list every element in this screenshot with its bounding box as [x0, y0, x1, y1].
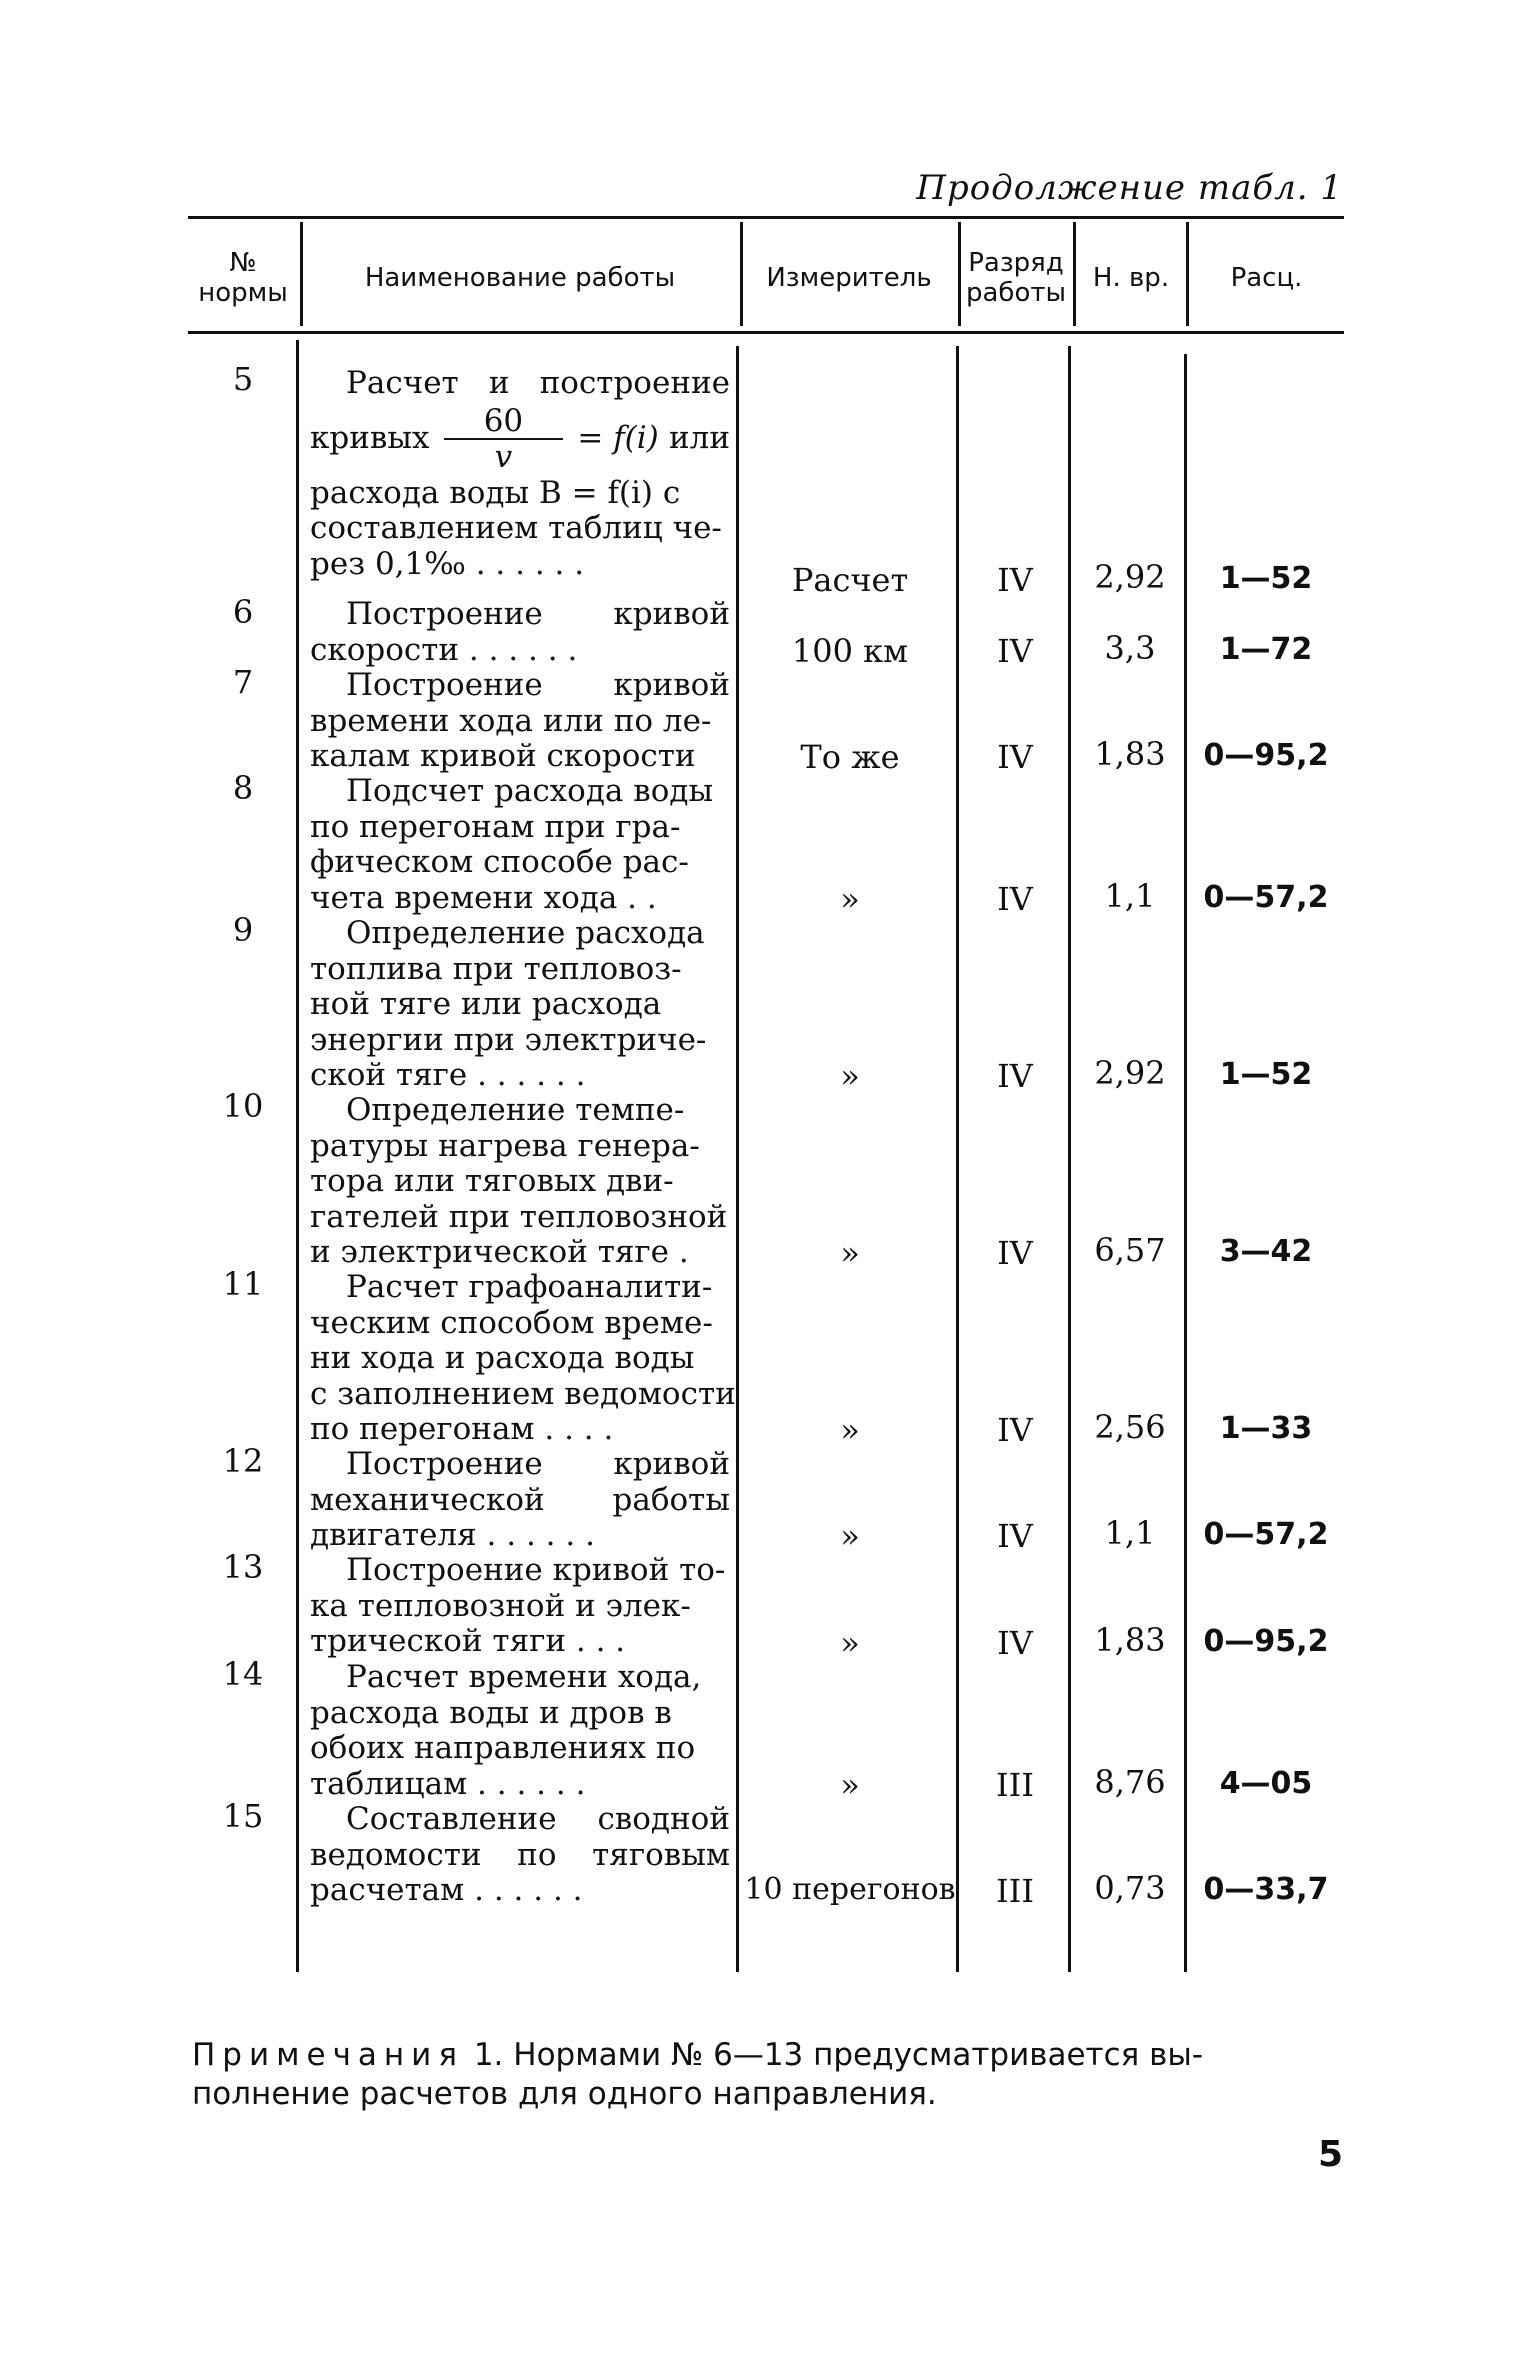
desc-line: трической тяги . . .: [310, 1623, 626, 1659]
desc-line: скорости . . . . . .: [310, 631, 578, 668]
desc-line: составлением таблиц че-: [310, 510, 722, 546]
column-divider: [736, 346, 739, 1972]
row-unit: »: [840, 1624, 860, 1662]
row-grade: IV: [997, 1517, 1033, 1555]
desc-line: гателей при тепловозной: [310, 1198, 728, 1235]
desc-line: калам кривой скорости: [310, 738, 696, 774]
row-hours: 1,83: [1094, 735, 1166, 773]
row-hours: 2,92: [1094, 558, 1166, 596]
desc-line: ческим способом време-: [310, 1304, 713, 1341]
row-pay: 3—42: [1219, 1234, 1313, 1269]
desc-line: по перегонам . . . .: [310, 1411, 614, 1447]
desc-word: Построение: [346, 667, 543, 703]
desc-word: кривой: [613, 596, 730, 632]
desc-word: сводной: [597, 1801, 730, 1837]
row-pay: 1—72: [1219, 632, 1313, 667]
header-grade-l1: Разряд: [968, 248, 1064, 278]
row-unit: 10 перегонов: [744, 1872, 956, 1907]
table-caption: Продолжение табл. 1: [916, 168, 1343, 208]
desc-word: и: [488, 365, 510, 401]
row-pay: 0—57,2: [1203, 880, 1329, 915]
header-grade-l2: работы: [965, 278, 1067, 308]
desc-line: таблицам . . . . . .: [310, 1765, 586, 1802]
desc-line: расхода воды B = f(i) с: [310, 474, 681, 511]
desc-line: рез 0,1‰ . . . . . .: [310, 545, 585, 582]
row-5-description: [310, 366, 730, 582]
row-grade: III: [996, 1766, 1034, 1804]
desc-word: или: [668, 419, 730, 456]
row-number: 6: [232, 593, 254, 631]
desc-line: тора или тяговых дви-: [310, 1163, 674, 1199]
row-number: 15: [222, 1797, 264, 1835]
desc-word: ведомости: [310, 1836, 482, 1873]
desc-line: Определение темпе-: [346, 1092, 685, 1128]
desc-line: и электрической тяге .: [310, 1234, 689, 1270]
row-unit: »: [840, 880, 860, 918]
row-pay: 0—95,2: [1203, 1624, 1329, 1659]
desc-line: Расчет времени хода,: [346, 1659, 702, 1695]
header-unit-label: Измеритель: [766, 263, 932, 293]
header-hours-label: Н. вр.: [1092, 263, 1170, 293]
desc-word: кривой: [613, 667, 730, 703]
unit-value: 100 км: [791, 632, 909, 670]
row-pay: 1—52: [1219, 561, 1313, 596]
row-14-description: [310, 1660, 730, 1802]
row-number: 5: [232, 360, 254, 398]
row-hours: 1,1: [1104, 877, 1156, 915]
row-hours: 2,92: [1094, 1054, 1166, 1092]
row-grade: IV: [997, 1234, 1033, 1272]
desc-line: ратуры нагрева генера-: [310, 1127, 700, 1164]
desc-line: ской тяге . . . . . .: [310, 1057, 586, 1093]
desc-line: ни хода и расхода воды: [310, 1340, 695, 1376]
desc-word: Построение: [346, 1446, 543, 1482]
desc-word: построение: [539, 365, 730, 401]
desc-word: кривой: [613, 1446, 730, 1482]
desc-line: с заполнением ведомости: [310, 1375, 736, 1412]
desc-line: Расчет графоаналити-: [346, 1269, 713, 1305]
row-unit: »: [840, 1411, 860, 1449]
row-hours: 1,83: [1094, 1621, 1166, 1659]
row-number: 13: [222, 1548, 264, 1586]
desc-word: = f(i): [577, 419, 659, 456]
header-hours: [1076, 232, 1186, 324]
row-unit: [742, 632, 958, 670]
fraction-numerator: 60: [444, 404, 563, 440]
row-hours: 6,57: [1094, 1231, 1166, 1269]
row-unit: »: [840, 1234, 860, 1272]
row-10-description: [310, 1093, 730, 1271]
desc-line: топлива при тепловоз-: [310, 950, 682, 987]
desc-word: Составление: [346, 1801, 557, 1837]
row-12-description: [310, 1447, 730, 1554]
row-pay: 1—33: [1219, 1411, 1313, 1446]
header-number: [188, 232, 298, 324]
row-7-description: [310, 668, 730, 775]
row-11-description: [310, 1269, 736, 1448]
header-grade: [960, 232, 1072, 324]
header-pay-label: Расц.: [1230, 263, 1303, 293]
header-name-label: Наименование работы: [364, 263, 676, 293]
desc-word: кривых: [310, 419, 430, 456]
fraction-denominator: v: [494, 438, 513, 475]
row-unit: Расчет: [791, 561, 909, 599]
row-grade: IV: [997, 880, 1033, 918]
header-bottom-rule: [188, 331, 1344, 334]
desc-line: Построение кривой то-: [346, 1552, 726, 1588]
row-number: 9: [232, 911, 254, 949]
footnote: [192, 2036, 1312, 2114]
desc-line: расхода воды и дров в: [310, 1694, 672, 1731]
desc-word: механической: [310, 1481, 545, 1518]
row-grade: IV: [997, 632, 1033, 670]
row-15-description: [310, 1802, 730, 1909]
desc-word: работы: [612, 1481, 730, 1518]
desc-word: Построение: [346, 596, 543, 632]
desc-line: Подсчет расхода воды: [346, 773, 714, 809]
row-9-description: [310, 916, 730, 1094]
desc-word: тяговым: [592, 1836, 730, 1873]
row-unit: »: [840, 1057, 860, 1095]
header-pay: [1189, 232, 1344, 324]
desc-word: по: [517, 1836, 557, 1873]
desc-line: по перегонам при гра-: [310, 808, 681, 845]
row-unit: »: [840, 1517, 860, 1555]
row-hours: 3,3: [1104, 629, 1156, 667]
row-pay: 0—57,2: [1203, 1517, 1329, 1552]
footnote-text: 1. Нормами № 6—13 предусматривается вы-: [463, 2037, 1204, 2073]
row-pay: 0—95,2: [1203, 738, 1329, 773]
row-number: 12: [222, 1442, 264, 1480]
footnote-text-continued: полнение расчетов для одного направления.: [192, 2076, 937, 2112]
desc-line: обоих направлениях по: [310, 1730, 696, 1766]
fraction: [444, 404, 563, 474]
row-grade: IV: [997, 561, 1033, 599]
row-grade: IV: [997, 1624, 1033, 1662]
row-pay: 4—05: [1219, 1766, 1313, 1801]
row-number: 7: [232, 663, 254, 701]
row-hours: 1,1: [1104, 1514, 1156, 1552]
row-6-description: [310, 597, 730, 668]
desc-line: ной тяге или расхода: [310, 986, 662, 1022]
row-grade: IV: [997, 1057, 1033, 1095]
row-hours: 2,56: [1094, 1408, 1166, 1446]
header-name: [302, 232, 738, 324]
row-hours: 0,73: [1094, 1869, 1166, 1907]
footnote-label: Примечания: [192, 2037, 464, 2073]
desc-line: фическом способе рас-: [310, 844, 689, 880]
desc-word: Расчет: [346, 365, 459, 401]
column-divider: [296, 340, 299, 1972]
desc-line: двигателя . . . . . .: [310, 1517, 595, 1553]
row-pay: 1—52: [1219, 1057, 1313, 1092]
row-hours: 8,76: [1094, 1763, 1166, 1801]
top-rule: [188, 216, 1344, 219]
row-number: 10: [222, 1087, 264, 1125]
desc-line: ка тепловозной и элек-: [310, 1587, 691, 1624]
row-13-description: [310, 1553, 730, 1660]
row-8-description: [310, 774, 730, 916]
page-number: 5: [1317, 2134, 1343, 2175]
desc-line: Определение расхода: [346, 915, 705, 951]
row-number: 14: [222, 1655, 264, 1693]
row-grade: IV: [997, 738, 1033, 776]
row-number: 11: [222, 1265, 264, 1303]
row-grade: III: [996, 1872, 1034, 1910]
desc-line: расчетам . . . . . .: [310, 1872, 583, 1908]
desc-line: энергии при электриче-: [310, 1021, 707, 1058]
row-number: 8: [232, 769, 254, 807]
row-unit: То же: [800, 738, 900, 776]
header-number-l1: №: [229, 248, 257, 278]
row-unit: »: [840, 1766, 860, 1804]
desc-line: времени хода или по ле-: [310, 702, 712, 739]
column-divider: [1184, 354, 1187, 1972]
header-unit: [742, 232, 956, 324]
header-number-l2: нормы: [198, 278, 288, 308]
row-pay: 0—33,7: [1203, 1872, 1329, 1907]
row-grade: IV: [997, 1411, 1033, 1449]
desc-line: чета времени хода . .: [310, 879, 657, 916]
